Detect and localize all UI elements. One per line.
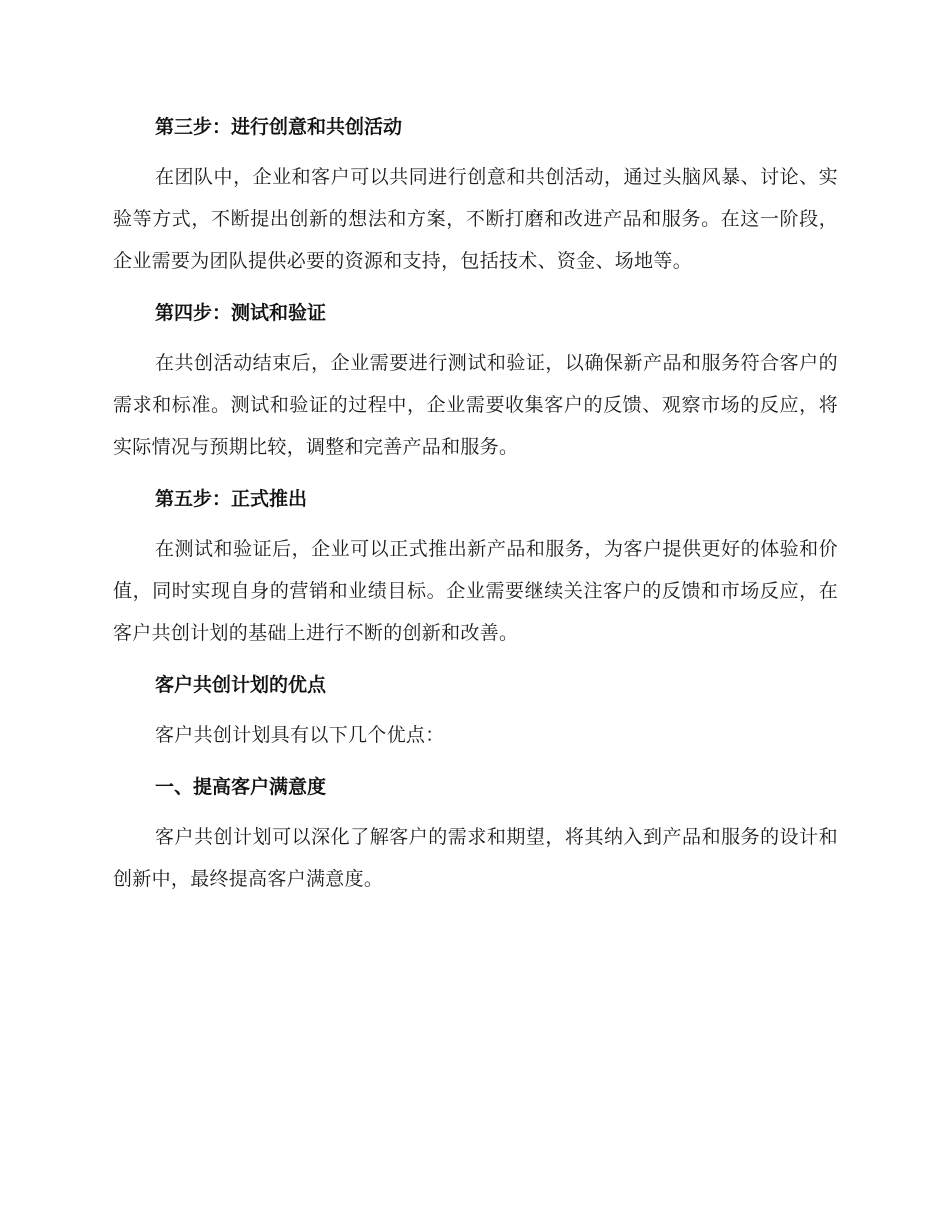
section-paragraph-step-5: 在测试和验证后，企业可以正式推出新产品和服务，为客户提供更好的体验和价值，同时实现自身的营销和业绩目标。企业需要继续关注客户的反馈和市场反应，在客户共创计划的基础上进行不断的创新和改善。 — [113, 538, 838, 644]
section-heading-advantages: 客户共创计划的优点 — [155, 674, 327, 696]
section-heading-step-4: 第四步：测试和验证 — [155, 302, 327, 324]
section-paragraph-advantage-1: 客户共创计划可以深化了解客户的需求和期望，将其纳入到产品和服务的设计和创新中，最终提高客户满意度。 — [113, 826, 838, 890]
section-heading-step-5: 第五步：正式推出 — [155, 488, 308, 510]
section-paragraph-step-3: 在团队中，企业和客户可以共同进行创意和共创活动，通过头脑风暴、讨论、实验等方式，不断提出创新的想法和方案，不断打磨和改进产品和服务。在这一阶段，企业需要为团队提供必要的资源和支持，包括技术、资金、场地等。 — [113, 166, 838, 272]
section-heading-advantage-1: 一、提高客户满意度 — [155, 776, 327, 798]
section-heading-step-3: 第三步：进行创意和共创活动 — [155, 116, 403, 138]
section-paragraph-advantages: 客户共创计划具有以下几个优点： — [155, 724, 445, 746]
section-paragraph-step-4: 在共创活动结束后，企业需要进行测试和验证，以确保新产品和服务符合客户的需求和标准。测试和验证的过程中，企业需要收集客户的反馈、观察市场的反应，将实际情况与预期比较，调整和完善产品和服务。 — [113, 352, 838, 458]
document-body — [113, 106, 838, 900]
